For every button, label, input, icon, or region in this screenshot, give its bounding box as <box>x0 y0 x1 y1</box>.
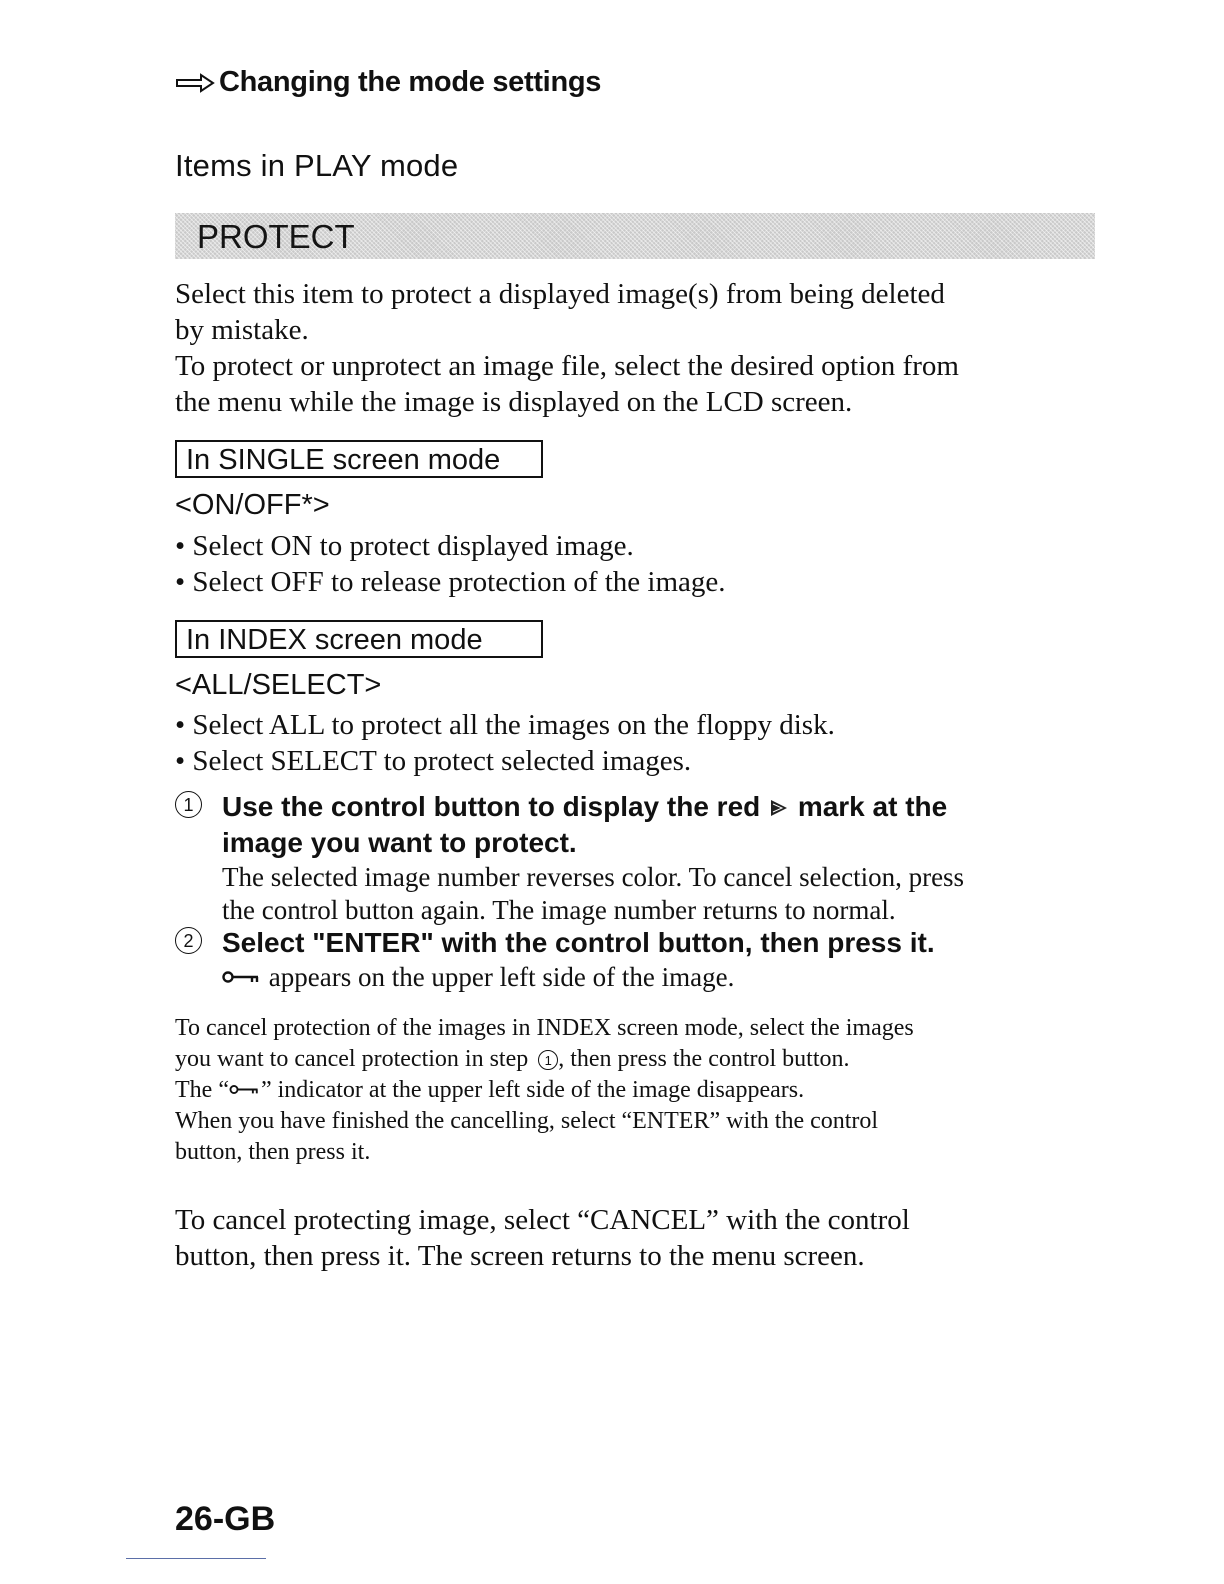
step-1 <box>175 789 1105 927</box>
note-text: ” indicator at the upper left side of the image disappears. <box>260 1077 805 1103</box>
intro-line: by mistake. <box>175 314 309 346</box>
protect-key-icon <box>229 1084 261 1095</box>
protect-banner <box>175 213 1095 259</box>
note-line <box>175 1075 1095 1106</box>
intro-line: the menu while the image is displayed on the LCD screen. <box>175 386 853 418</box>
bullet-item: • Select ON to protect displayed image. <box>175 528 726 564</box>
single-mode-option: <ON/OFF*> <box>175 489 330 521</box>
single-mode-bullets <box>175 528 726 600</box>
breadcrumb <box>175 66 601 99</box>
intro-line: Select this item to protect a displayed image(s) from being deleted <box>175 278 945 310</box>
note-text: , then press the control button. <box>558 1046 850 1072</box>
step-description <box>222 961 1105 994</box>
step-2 <box>175 925 1105 994</box>
index-mode-bullets <box>175 707 835 779</box>
step-number: 2 <box>175 927 202 954</box>
intro-line: To protect or unprotect an image file, select the desired option from <box>175 350 959 382</box>
note-text: The “ <box>175 1077 229 1103</box>
step-desc-line: the control button again. The image number returns to normal. <box>222 895 896 925</box>
play-mark-icon <box>768 798 790 818</box>
step-heading <box>222 789 1105 861</box>
index-mode-option: <ALL/SELECT> <box>175 669 382 701</box>
footer-rule <box>126 1558 266 1559</box>
note-text: you want to cancel protection in step <box>175 1046 529 1072</box>
bullet-item: • Select ALL to protect all the images on the floppy disk. <box>175 707 835 743</box>
step-heading-part: mark at the <box>797 791 948 822</box>
banner-label: PROTECT <box>197 218 355 255</box>
step-heading-part: Use the control button to display the red <box>222 791 761 822</box>
breadcrumb-text: Changing the mode settings <box>219 66 602 98</box>
step-ref-circled-number: 1 <box>538 1050 558 1070</box>
note-line: button, then press it. <box>175 1139 371 1165</box>
step-heading: Select "ENTER" with the control button, then press it. <box>222 927 935 958</box>
step-heading-part: image you want to protect. <box>222 827 577 858</box>
step-number: 1 <box>175 791 202 818</box>
section-title: Items in PLAY mode <box>175 148 459 183</box>
arrow-right-icon <box>175 73 215 93</box>
step-desc-line: appears on the upper left side of the image. <box>268 962 735 992</box>
bullet-item: • Select SELECT to protect selected images. <box>175 743 835 779</box>
closing-line: button, then press it. The screen returns to the menu screen. <box>175 1240 865 1272</box>
note-line <box>175 1044 1095 1075</box>
note-line: To cancel protection of the images in INDEX screen mode, select the images <box>175 1015 914 1041</box>
protect-key-icon <box>222 970 262 984</box>
note-line: When you have finished the cancelling, select “ENTER” with the control <box>175 1108 879 1134</box>
step-description <box>222 861 1105 927</box>
page-number: 26-GB <box>175 1500 276 1538</box>
closing-line: To cancel protecting image, select “CANCEL” with the control <box>175 1204 910 1236</box>
single-mode-heading: In SINGLE screen mode <box>175 440 543 478</box>
index-mode-heading: In INDEX screen mode <box>175 620 543 658</box>
cancel-note <box>175 1013 1095 1168</box>
closing-paragraph <box>175 1202 1095 1274</box>
step-desc-line: The selected image number reverses color. To cancel selection, press <box>222 862 965 892</box>
intro-paragraph <box>175 276 1095 420</box>
bullet-item: • Select OFF to release protection of the image. <box>175 564 726 600</box>
